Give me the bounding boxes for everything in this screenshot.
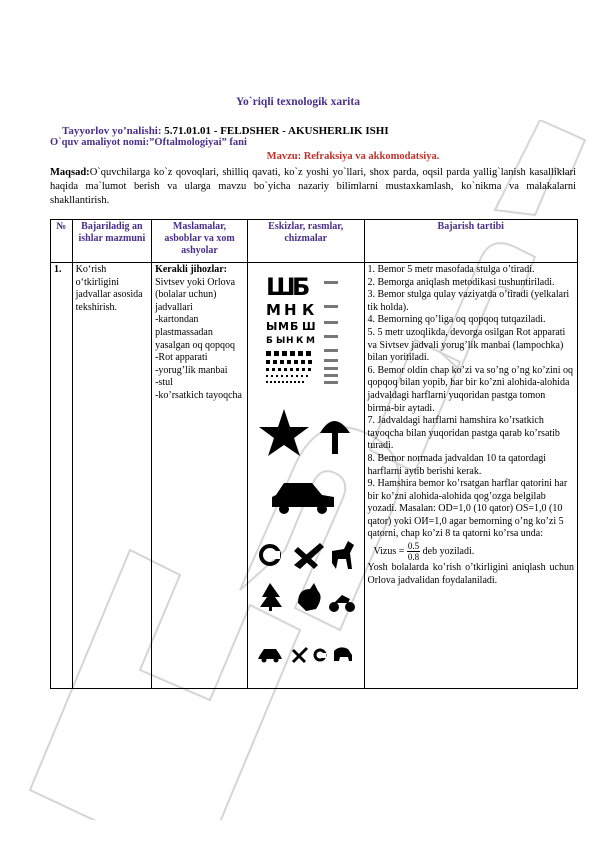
header-task: Bajariladig an ishlar mazmuni	[72, 220, 151, 263]
vizus-bottom: 0.8	[407, 552, 420, 563]
step-item: 2. Bemorga aniqlash metodikasi tushuntiriladi.	[367, 276, 555, 288]
direction-line	[62, 125, 389, 137]
chart-small-rows	[266, 351, 312, 383]
step-item: 8. Bemor normada jadvaldan 10 ta qatordagi harflarni aytib berishi kerak.	[367, 452, 547, 477]
direction-value: 5.71.01.01 - FELDSHER - AKUSHERLIK ISHI	[164, 125, 389, 137]
mushroom-icon	[320, 421, 350, 454]
tools-title: Kerakli jihozlar:	[155, 264, 227, 275]
small-car-icon	[258, 649, 282, 663]
chart-letter: Ш	[301, 320, 316, 333]
airplane-icon	[294, 543, 324, 569]
tools-item: -ko’rsatkich tayoqcha	[155, 389, 242, 401]
motorcycle-icon	[329, 595, 355, 612]
vizus-line	[368, 541, 575, 562]
step-item: 4. Bemorning qo’liga oq qopqoq tutqaziladi.	[367, 314, 546, 326]
small-airplane-icon	[292, 647, 308, 663]
tools-item: Sivtsev yoki Orlova (bolalar uchun) jadvallari	[155, 276, 236, 313]
row-number: 1.	[51, 263, 73, 689]
tools-item: -yorug’lik manbai	[155, 364, 228, 376]
tech-map-table	[50, 219, 578, 689]
chart-letter: М	[277, 320, 289, 333]
chart-letter: Ы	[275, 336, 286, 346]
tools-item: -stul	[155, 377, 173, 389]
eye-chart-sketch	[248, 263, 360, 683]
header-number: №	[51, 220, 73, 263]
practice-name: O`quv amaliyot nomi:”Oftalmologiyai” fani	[50, 137, 247, 148]
step-item: 3. Bemor stulga qulay vaziyatda o’tiradi (yelkalari tik holda).	[367, 289, 570, 313]
chart-letter: Б	[291, 273, 311, 301]
step-item: 5. 5 metr uzoqlikda, devorga osilgan Rot apparati va Sivtsev jadvali yorug’lik manbai (lampochka) bilan yoritiladi.	[367, 326, 566, 364]
rooster-icon	[298, 583, 321, 611]
direction-label: Tayyorlov yo’nalishi:	[62, 125, 162, 137]
table-header-row	[51, 220, 578, 263]
tools-item: -Rot apparati	[155, 352, 208, 364]
chart-letter: М	[305, 336, 315, 346]
step-item: 6. Bemor oldin chap ko’zi va so’ng o’ng ko’zini oq qopqoq bilan yopib, har bir ko’zni alohida-alohida jadvaldagi harflarni yuqoridan pastga tomon birma-bir aytadi.	[367, 364, 574, 414]
tools-item: -kartondan plastmassadan yasalgan oq qopqoq	[155, 314, 236, 351]
vizus-top: 0.5	[407, 541, 420, 552]
chart-letter: М	[265, 301, 281, 319]
table-row	[51, 263, 578, 689]
small-ring-icon	[315, 650, 326, 660]
elephant-icon	[334, 647, 352, 661]
ring-icon	[261, 546, 280, 564]
chart-letter: Н	[283, 301, 297, 319]
chart-row-markers	[324, 281, 338, 384]
goal-text: O`quvchilarga ko`z qovoqlari, shilliq qavati, ko`z yoshi yo`llari, shox parda, oqsil parda yallig`lanish kasalliklari haqida ma`lumot berish va ularga mavzu bo`yicha nazariy bilimlarni mustaxkamlash, ko`nikma va malakalarni shakllantirish.	[50, 167, 576, 206]
chart-letter: Н	[285, 336, 294, 346]
step-item: 7. Jadvaldagi harflarni hamshira ko’rsatkich tayoqcha bilan yuqoridan pastga qarab ko’rsatib turadi.	[367, 415, 560, 452]
header-tools: Maslamalar, asboblar va xom ashyolar	[152, 220, 248, 263]
chart-letter: Ы	[265, 320, 278, 333]
vizus-suffix: deb yoziladi.	[422, 545, 475, 557]
chart-letter: Б	[265, 336, 273, 346]
step-item: 1. Bemor 5 metr masofada stulga o’tiradi.	[367, 264, 535, 275]
horse-icon	[332, 541, 354, 569]
chart-letter: К	[301, 301, 315, 319]
page-title: Yo`riqli texnologik xarita	[236, 96, 360, 108]
sketch-cell	[247, 263, 364, 689]
car-icon	[272, 483, 334, 514]
header-procedure: Bajarish tartibi	[364, 220, 578, 263]
procedure-cell	[364, 263, 578, 689]
tree-icon	[260, 583, 282, 611]
step-item: 9. Hamshira bemor ko’rsatgan harflar qatorini har bir ko’zni alohida-alohida qog’ozga belgilab yozadi. Masalan: OD=1,0 (10 qator) OS=1,0 (10 qator) yoki OИ=1,0 agar bemorning o’ng ko’zi 5 qatorni, chap ko’zi 8 ta qatorni ko’rsa unda:	[367, 478, 568, 540]
chart-letter: Ш	[265, 273, 296, 301]
chart-letter: Б	[289, 320, 299, 333]
vizus-fraction	[407, 541, 420, 562]
row-tools	[152, 263, 248, 689]
header-sketches: Eskizlar, rasmlar, chizmalar	[247, 220, 364, 263]
goal-paragraph	[50, 166, 576, 208]
final-note: Yosh bolalarda ko’rish o’tkirligini aniqlash uchun Orlova jadvalidan foydalaniladi.	[367, 562, 574, 586]
goal-label: Maqsad:	[50, 167, 90, 178]
star-icon	[259, 409, 309, 456]
chart-letter: К	[295, 336, 304, 346]
vizus-label: Vizus =	[373, 545, 405, 557]
row-task: Ko‘rish o‘tkirligini jadvallar asosida tekshirish.	[72, 263, 151, 689]
topic-line: Mavzu: Refraksiya va akkomodatsiya.	[266, 151, 440, 162]
